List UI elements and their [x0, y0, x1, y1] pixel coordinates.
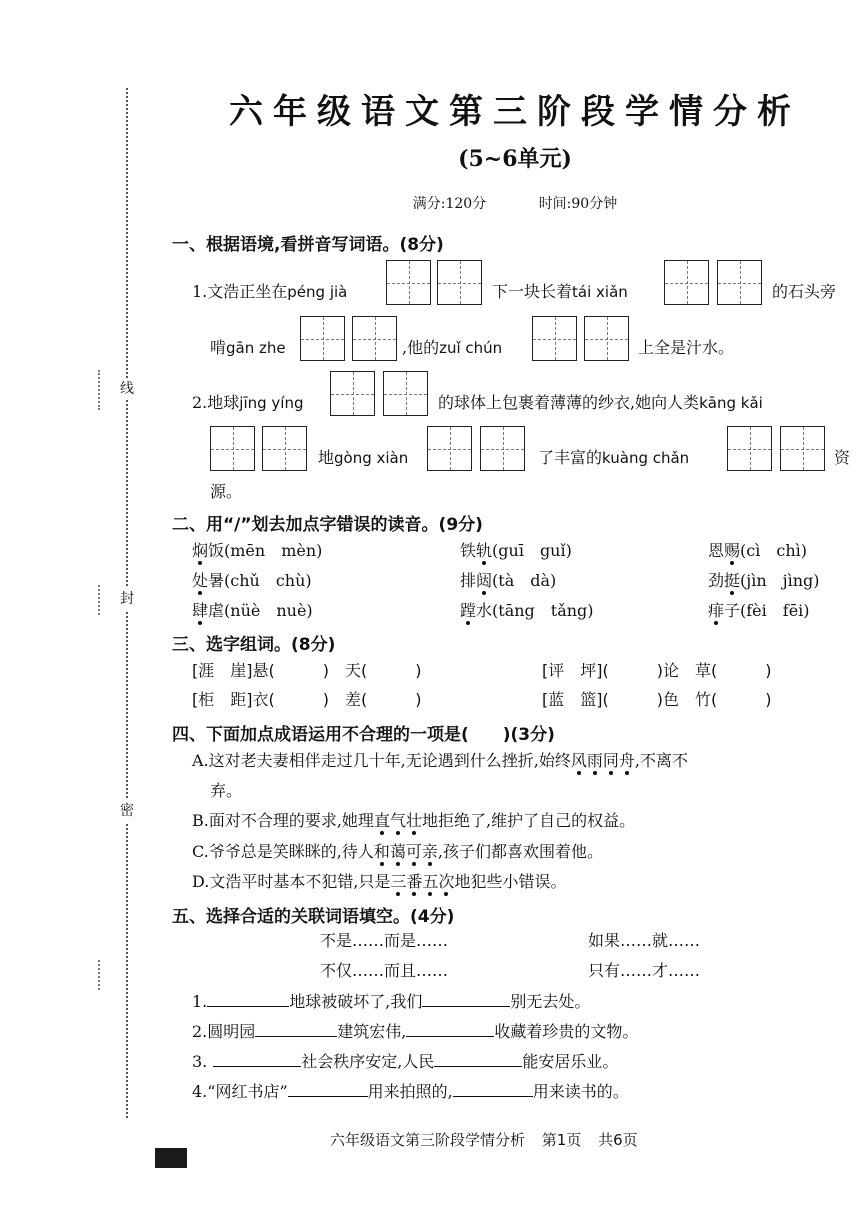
- fill-blank[interactable]: [434, 1052, 522, 1067]
- dotted-char: 闼: [476, 571, 493, 590]
- page-subtitle: (5~6单元): [458, 146, 572, 172]
- dotted-char: 三: [390, 872, 407, 891]
- dotted-char: 五: [422, 872, 439, 891]
- footer-exam-name: 六年级语文第三阶段学情分析: [330, 1131, 526, 1149]
- answer-box[interactable]: [437, 260, 482, 305]
- q5-sentence-4: 4.“网红书店” 用来拍照的, 用来读书的。: [192, 1082, 629, 1101]
- dotted-char: 舟: [618, 751, 635, 770]
- dotted-char: 蹚: [460, 601, 477, 620]
- answer-box[interactable]: [664, 260, 709, 305]
- binding-word-mi: 密: [118, 800, 136, 822]
- fill-blank[interactable]: [422, 992, 510, 1007]
- q1-line1c: 的石头旁: [772, 282, 837, 301]
- margin-mark: [98, 370, 100, 410]
- dotted-char: 同: [602, 751, 619, 770]
- item-readings: 水(tāng tǎng): [476, 601, 594, 620]
- dotted-char: 肆: [192, 601, 209, 620]
- fill-blank[interactable]: [406, 1022, 494, 1037]
- q4-option-b[interactable]: B.面对不合理的要求,她理直气壮地拒绝了,维护了自己的权益。: [192, 811, 636, 830]
- dotted-char: 风: [570, 751, 587, 770]
- pronunciation-item[interactable]: [460, 601, 594, 621]
- q1-line2a: 啃gān zhe: [210, 338, 286, 357]
- q1-line4a: 地gòng xiàn: [318, 448, 409, 467]
- item-readings: 暑(chǔ chù): [208, 571, 312, 590]
- conj-option-2: 如果……就……: [588, 931, 701, 950]
- item-readings: 饭(mēn mèn): [208, 541, 323, 560]
- q4-option-a-cont: 弃。: [210, 781, 243, 800]
- answer-box[interactable]: [780, 426, 825, 471]
- dotted-char: 直: [373, 811, 390, 830]
- q3-row1-left: [涯 崖]悬( ) 天( ): [192, 661, 422, 680]
- item-readings: (tà dà): [492, 571, 557, 590]
- pronunciation-item[interactable]: [192, 571, 312, 591]
- dotted-char: 番: [406, 872, 423, 891]
- answer-box[interactable]: [386, 260, 431, 305]
- answer-box[interactable]: [727, 426, 772, 471]
- item-readings: 子(fèi fēi): [724, 601, 810, 620]
- binding-word-feng: 封: [118, 588, 136, 610]
- answer-box[interactable]: [352, 316, 397, 361]
- q3-row2-right: [蓝 篮]( )色 竹( ): [542, 690, 772, 709]
- q1-line1b: 下一块长着tái xiǎn: [492, 282, 628, 301]
- q1-line4b: 了丰富的kuàng chǎn: [538, 448, 690, 467]
- full-score: 满分:120分: [412, 196, 487, 212]
- exam-meta: [170, 193, 860, 213]
- item-readings: (guī guǐ): [492, 541, 572, 560]
- page-footer: [330, 1129, 650, 1150]
- fill-blank[interactable]: [255, 1022, 337, 1037]
- footer-total: 共6页: [598, 1131, 638, 1149]
- pronunciation-item[interactable]: [708, 601, 810, 621]
- dotted-char: 气: [389, 811, 406, 830]
- item-readings: 虐(nüè nuè): [208, 601, 313, 620]
- q5-sentence-1: 1. 地球被破坏了,我们 别无去处。: [192, 992, 591, 1011]
- answer-box[interactable]: [532, 316, 577, 361]
- idiom-d: [390, 872, 454, 891]
- dotted-char: 亲: [421, 842, 438, 861]
- q3-row1-right: [评 坪]( )论 草( ): [542, 661, 772, 680]
- item-prefix: 铁: [460, 541, 477, 560]
- answer-box[interactable]: [427, 426, 472, 471]
- q4-option-d[interactable]: D.文浩平时基本不犯错,只是三番五次地犯些小错误。: [192, 872, 567, 891]
- idiom-b: [374, 811, 422, 830]
- dotted-char: 雨: [586, 751, 603, 770]
- item-readings: (cì chì): [740, 541, 807, 560]
- dotted-char: 赐: [724, 541, 741, 560]
- answer-box[interactable]: [210, 426, 255, 471]
- q1-line2c: 上全是汁水。: [638, 338, 735, 357]
- q3-row2-left: [柜 距]衣( ) 差( ): [192, 690, 422, 709]
- dotted-char: 和: [373, 842, 390, 861]
- q2-heading: 二、用“/”划去加点字错误的读音。(9分): [172, 515, 483, 535]
- page-title: 六年级语文第三阶段学情分析: [229, 92, 801, 132]
- item-readings: (jìn jìng): [740, 571, 820, 590]
- q3-heading: 三、选字组词。(8分): [172, 635, 336, 655]
- answer-box[interactable]: [717, 260, 762, 305]
- pronunciation-item[interactable]: [708, 541, 807, 561]
- idiom-c: [374, 842, 438, 861]
- q1-line1a: 1.文浩正坐在péng jià: [192, 282, 348, 301]
- fill-blank[interactable]: [213, 1052, 301, 1067]
- pronunciation-item[interactable]: [192, 601, 313, 621]
- q5-sentence-2: 2.圆明园 建筑宏伟, 收藏着珍贵的文物。: [192, 1022, 639, 1041]
- dotted-char: 挺: [724, 571, 741, 590]
- q1-line4c: 资: [834, 448, 851, 467]
- dotted-char: 处: [192, 571, 209, 590]
- footer-page: 第1页: [541, 1131, 582, 1149]
- conj-option-3: 不仅……而且……: [320, 961, 449, 980]
- fill-blank[interactable]: [453, 1082, 533, 1097]
- conj-option-1: 不是……而是……: [320, 931, 449, 950]
- q4-option-c[interactable]: C.爷爷总是笑眯眯的,待人和蔼可亲,孩子们都喜欢围着他。: [192, 842, 604, 861]
- fill-blank[interactable]: [288, 1082, 368, 1097]
- answer-box[interactable]: [584, 316, 629, 361]
- q5-sentence-3: 3. 社会秩序安定,人民 能安居乐业。: [192, 1052, 619, 1071]
- dotted-char: 可: [405, 842, 422, 861]
- fill-blank[interactable]: [207, 992, 289, 1007]
- dotted-char: 焖: [192, 541, 209, 560]
- scan-mark: [155, 1148, 187, 1168]
- pronunciation-item[interactable]: [460, 541, 572, 561]
- item-prefix: 劲: [708, 571, 725, 590]
- pronunciation-item[interactable]: [460, 571, 556, 591]
- q1-line3b: 的球体上包裹着薄薄的纱衣,她向人类kāng kǎi: [438, 393, 763, 412]
- dotted-char: 轨: [476, 541, 493, 560]
- margin-mark: [98, 585, 100, 615]
- q1-line5: 源。: [210, 482, 243, 501]
- q1-heading: 一、根据语境,看拼音写词语。(8分): [172, 235, 444, 255]
- item-prefix: 恩: [708, 541, 725, 560]
- binding-word-xian: 线: [118, 378, 136, 400]
- dotted-char: 壮: [405, 811, 422, 830]
- answer-box[interactable]: [480, 426, 525, 471]
- answer-box[interactable]: [262, 426, 307, 471]
- answer-box[interactable]: [330, 371, 375, 416]
- q5-heading: 五、选择合适的关联词语填空。(4分): [172, 907, 455, 927]
- pronunciation-item[interactable]: [708, 571, 820, 591]
- exam-time: 时间:90分钟: [538, 196, 618, 212]
- conj-option-4: 只有……才……: [588, 961, 701, 980]
- margin-mark: [98, 960, 100, 990]
- dotted-char: 次: [438, 872, 455, 891]
- q1-line2b: ,他的zuǐ chún: [402, 338, 503, 357]
- dotted-char: 痱: [708, 601, 725, 620]
- idiom-a: [571, 751, 635, 770]
- q4-option-a[interactable]: A.这对老夫妻相伴走过几十年,无论遇到什么挫折,始终风雨同舟,不离不: [192, 751, 688, 770]
- q1-line3a: 2.地球jīng yíng: [192, 393, 304, 412]
- dotted-char: 蔼: [389, 842, 406, 861]
- pronunciation-item[interactable]: [192, 541, 322, 561]
- q4-heading: 四、下面加点成语运用不合理的一项是( )(3分): [172, 725, 555, 745]
- answer-box[interactable]: [383, 371, 428, 416]
- answer-box[interactable]: [300, 316, 345, 361]
- item-prefix: 排: [460, 571, 477, 590]
